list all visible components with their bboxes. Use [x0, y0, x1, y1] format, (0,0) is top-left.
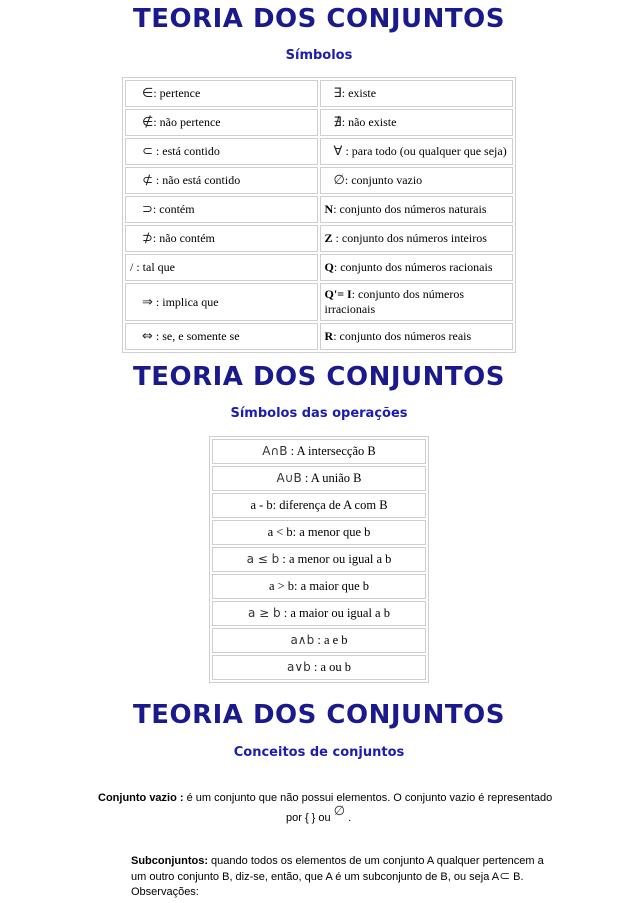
- operation-row: [212, 601, 426, 626]
- section3-title: TEORIA DOS CONJUNTOS: [133, 700, 505, 730]
- symbol-cell-left: [125, 167, 318, 194]
- symbol-row: [125, 109, 513, 136]
- subconjuntos-label: Subconjuntos:: [131, 855, 208, 867]
- conjunto-vazio-end: .: [345, 812, 352, 824]
- symbol-row: [125, 80, 513, 107]
- operation-symbol-icon: a ≥ b: [247, 606, 281, 620]
- set-letter: N: [324, 202, 334, 216]
- set-letter: Z: [324, 231, 333, 245]
- symbol-cell-right: [320, 254, 513, 281]
- conjunto-vazio-colon: :: [176, 792, 187, 804]
- section2-title: TEORIA DOS CONJUNTOS: [133, 362, 505, 392]
- symbol-glyph-icon: ∉: [142, 115, 154, 130]
- symbol-cell-right: [320, 323, 513, 350]
- operation-cell: [212, 493, 426, 518]
- symbol-meaning: : existe: [341, 86, 377, 100]
- symbol-meaning: : conjunto dos números irracionais: [324, 287, 465, 316]
- operation-row: [212, 520, 426, 545]
- conjunto-vazio-text: é um conjunto que não possui elementos. O conjunto vazio é representado: [186, 792, 553, 804]
- operation-row: [212, 574, 426, 599]
- operation-meaning: a < b: a menor que b: [267, 525, 371, 539]
- section1-subtitle: Símbolos: [285, 48, 353, 63]
- subconjuntos-line2: um outro conjunto B, diz-se, então, que A é um subconjunto de B, ou seja A: [131, 871, 500, 883]
- symbol-glyph-icon: ⊅: [142, 231, 153, 246]
- symbol-glyph-icon: ⊃: [142, 202, 153, 217]
- symbol-glyph-icon: ∅: [333, 173, 345, 188]
- symbols-table: [122, 77, 516, 353]
- operation-row: [212, 439, 426, 464]
- symbol-cell-left: [125, 323, 318, 350]
- symbol-glyph-icon: ⊄: [142, 173, 153, 188]
- operation-row: [212, 655, 426, 680]
- operation-meaning: : a ou b: [310, 660, 352, 674]
- subconjuntos-text: quando todos os elementos de um conjunto A qualquer pertencem a: [208, 855, 544, 867]
- operation-row: [212, 547, 426, 572]
- symbol-glyph-icon: ∈: [142, 86, 154, 101]
- symbol-cell-left: [125, 225, 318, 252]
- symbol-glyph-icon: ⊂: [142, 144, 153, 159]
- conjunto-vazio-line2: [286, 804, 352, 826]
- symbol-cell-left: [125, 254, 318, 281]
- operation-row: [212, 628, 426, 653]
- symbol-cell-right: [320, 283, 513, 321]
- operation-meaning: a > b: a maior que b: [268, 579, 370, 593]
- empty-set-icon: ∅: [333, 804, 346, 819]
- symbol-row: [125, 196, 513, 223]
- operation-row: [212, 466, 426, 491]
- symbol-glyph-icon: ∀: [333, 144, 343, 159]
- symbol-glyph-icon: ⇔: [142, 329, 153, 344]
- operation-meaning: a - b: diferença de A com B: [250, 498, 388, 512]
- symbol-row: [125, 254, 513, 281]
- symbol-cell-left: [125, 283, 318, 321]
- operation-cell: [212, 520, 426, 545]
- symbol-row: [125, 225, 513, 252]
- symbol-meaning: : se, e somente se: [152, 329, 240, 343]
- symbol-cell-left: [125, 80, 318, 107]
- symbol-cell-left: [125, 196, 318, 223]
- conjunto-vazio-line2-text: por { } ou: [286, 812, 331, 824]
- symbol-glyph-icon: ∃: [333, 86, 342, 101]
- operation-cell: [212, 601, 426, 626]
- conjunto-vazio-label: Conjunto vazio: [98, 792, 177, 804]
- operation-symbol-icon: a∨b: [286, 660, 311, 674]
- symbol-row: [125, 283, 513, 321]
- symbol-meaning: : está contido: [152, 144, 220, 158]
- conjunto-vazio-paragraph: [98, 791, 558, 806]
- symbol-meaning: : não contém: [152, 231, 215, 245]
- symbol-cell-right: [320, 225, 513, 252]
- symbol-glyph-icon: ⇒: [142, 294, 153, 310]
- symbol-meaning: : conjunto dos números reais: [333, 329, 472, 343]
- symbol-row: [125, 323, 513, 350]
- symbol-meaning: : conjunto dos números naturais: [333, 202, 487, 216]
- subconjuntos-paragraph: [131, 854, 551, 900]
- operation-meaning: : a maior ou igual a b: [280, 606, 390, 620]
- section1-title: TEORIA DOS CONJUNTOS: [133, 4, 505, 34]
- symbol-row: [125, 167, 513, 194]
- symbol-cell-right: [320, 196, 513, 223]
- section2-subtitle: Símbolos das operações: [230, 406, 408, 421]
- subset-icon: ⊂: [499, 869, 511, 884]
- symbol-meaning: : implica que: [152, 294, 219, 309]
- set-letter: Q'= I: [324, 287, 352, 301]
- symbol-cell-right: [320, 138, 513, 165]
- operation-row: [212, 493, 426, 518]
- operation-meaning: : a menor ou igual a b: [279, 552, 392, 566]
- operation-cell: [212, 439, 426, 464]
- operation-cell: [212, 655, 426, 680]
- operation-meaning: : A intersecção B: [287, 444, 376, 458]
- symbol-meaning: : contém: [152, 202, 195, 216]
- subconjuntos-line2-end: B.: [510, 871, 524, 883]
- symbol-meaning: : não existe: [341, 115, 397, 129]
- symbol-meaning: : conjunto dos números racionais: [333, 260, 493, 274]
- symbol-meaning: : conjunto vazio: [344, 173, 423, 187]
- symbol-cell-right: [320, 109, 513, 136]
- operation-symbol-icon: A∪B: [276, 471, 302, 485]
- symbol-meaning: : não pertence: [153, 115, 221, 129]
- symbol-meaning: : para todo (ou qualquer que seja): [342, 144, 507, 158]
- operation-symbol-icon: a∧b: [290, 633, 315, 647]
- symbol-row: [125, 138, 513, 165]
- symbol-cell-left: [125, 109, 318, 136]
- set-letter: Q: [324, 260, 334, 274]
- operations-table: [209, 436, 429, 683]
- symbol-meaning: : pertence: [153, 86, 201, 100]
- symbol-meaning: : não está contido: [152, 173, 241, 187]
- symbol-cell-right: [320, 80, 513, 107]
- symbol-meaning: : conjunto dos números inteiros: [332, 231, 487, 245]
- symbol-cell-right: [320, 167, 513, 194]
- set-letter: R: [324, 329, 334, 343]
- operation-cell: [212, 547, 426, 572]
- operation-cell: [212, 574, 426, 599]
- observacoes-label: Observações:: [131, 886, 199, 898]
- operation-symbol-icon: A∩B: [262, 444, 288, 458]
- section3-subtitle: Conceitos de conjuntos: [233, 745, 405, 760]
- symbol-glyph-icon: ∄: [333, 115, 342, 130]
- operation-meaning: : A união B: [301, 471, 362, 485]
- operation-cell: [212, 628, 426, 653]
- operation-meaning: : a e b: [314, 633, 348, 647]
- symbol-meaning: / : tal que: [130, 260, 175, 274]
- operation-cell: [212, 466, 426, 491]
- symbol-cell-left: [125, 138, 318, 165]
- operation-symbol-icon: a ≤ b: [246, 552, 280, 566]
